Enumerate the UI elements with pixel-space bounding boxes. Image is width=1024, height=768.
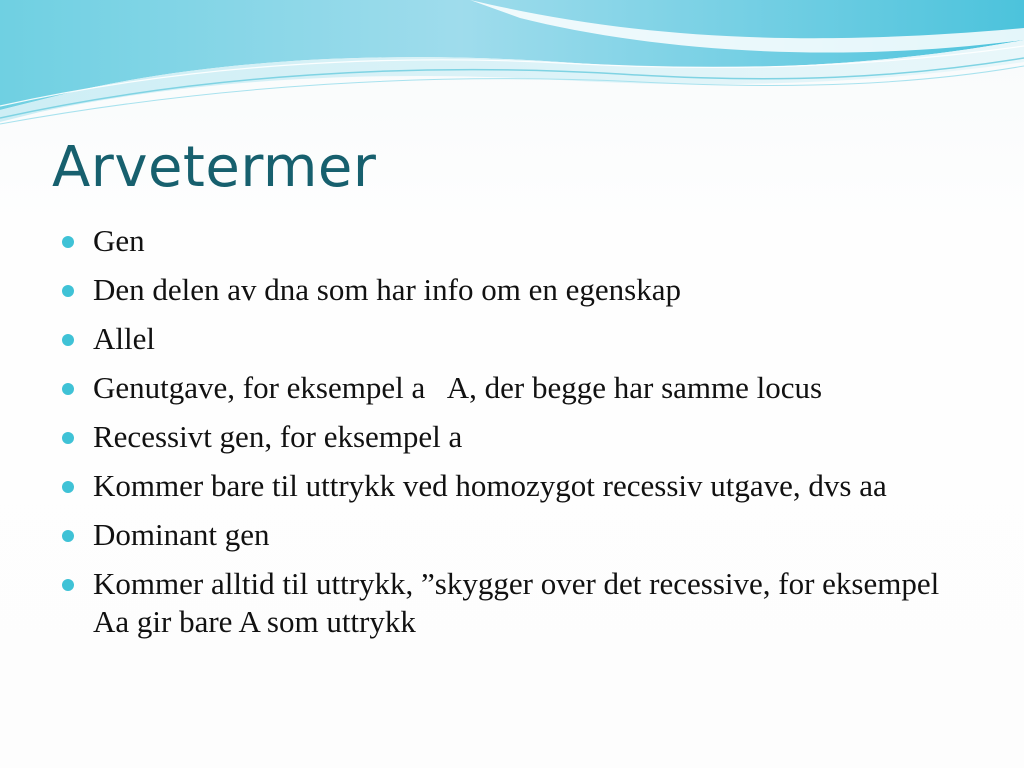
bullet-item — [62, 565, 962, 641]
bullet-item — [62, 271, 962, 309]
bullet-text: Genutgave, for eksempel a A, der begge har samme locus — [93, 370, 823, 405]
bullet-dot-icon — [62, 530, 74, 542]
bullet-text: Dominant gen — [93, 517, 270, 552]
bullet-item — [62, 222, 962, 260]
bullet-item — [62, 467, 962, 505]
bullet-dot-icon — [62, 285, 74, 297]
bullet-text: Den delen av dna som har info om en egenskap — [93, 272, 681, 307]
bullet-dot-icon — [62, 481, 74, 493]
bullet-list — [62, 222, 962, 652]
bullet-item — [62, 418, 962, 456]
bullet-text: Gen — [93, 223, 145, 258]
bullet-text: Allel — [93, 321, 155, 356]
bullet-dot-icon — [62, 432, 74, 444]
wave-header-decoration — [0, 0, 1024, 130]
bullet-dot-icon — [62, 236, 74, 248]
bullet-item — [62, 320, 962, 358]
bullet-text: Kommer bare til uttrykk ved homozygot recessiv utgave, dvs aa — [93, 468, 887, 503]
bullet-text: Kommer alltid til uttrykk, ”skygger over det recessive, for eksempel Aa gir bare A som uttrykk — [93, 566, 940, 639]
bullet-dot-icon — [62, 579, 74, 591]
bullet-item — [62, 369, 962, 407]
bullet-dot-icon — [62, 334, 74, 346]
bullet-item — [62, 516, 962, 554]
bullet-dot-icon — [62, 383, 74, 395]
slide-title: Arvetermer — [52, 135, 377, 200]
bullet-text: Recessivt gen, for eksempel a — [93, 419, 463, 454]
